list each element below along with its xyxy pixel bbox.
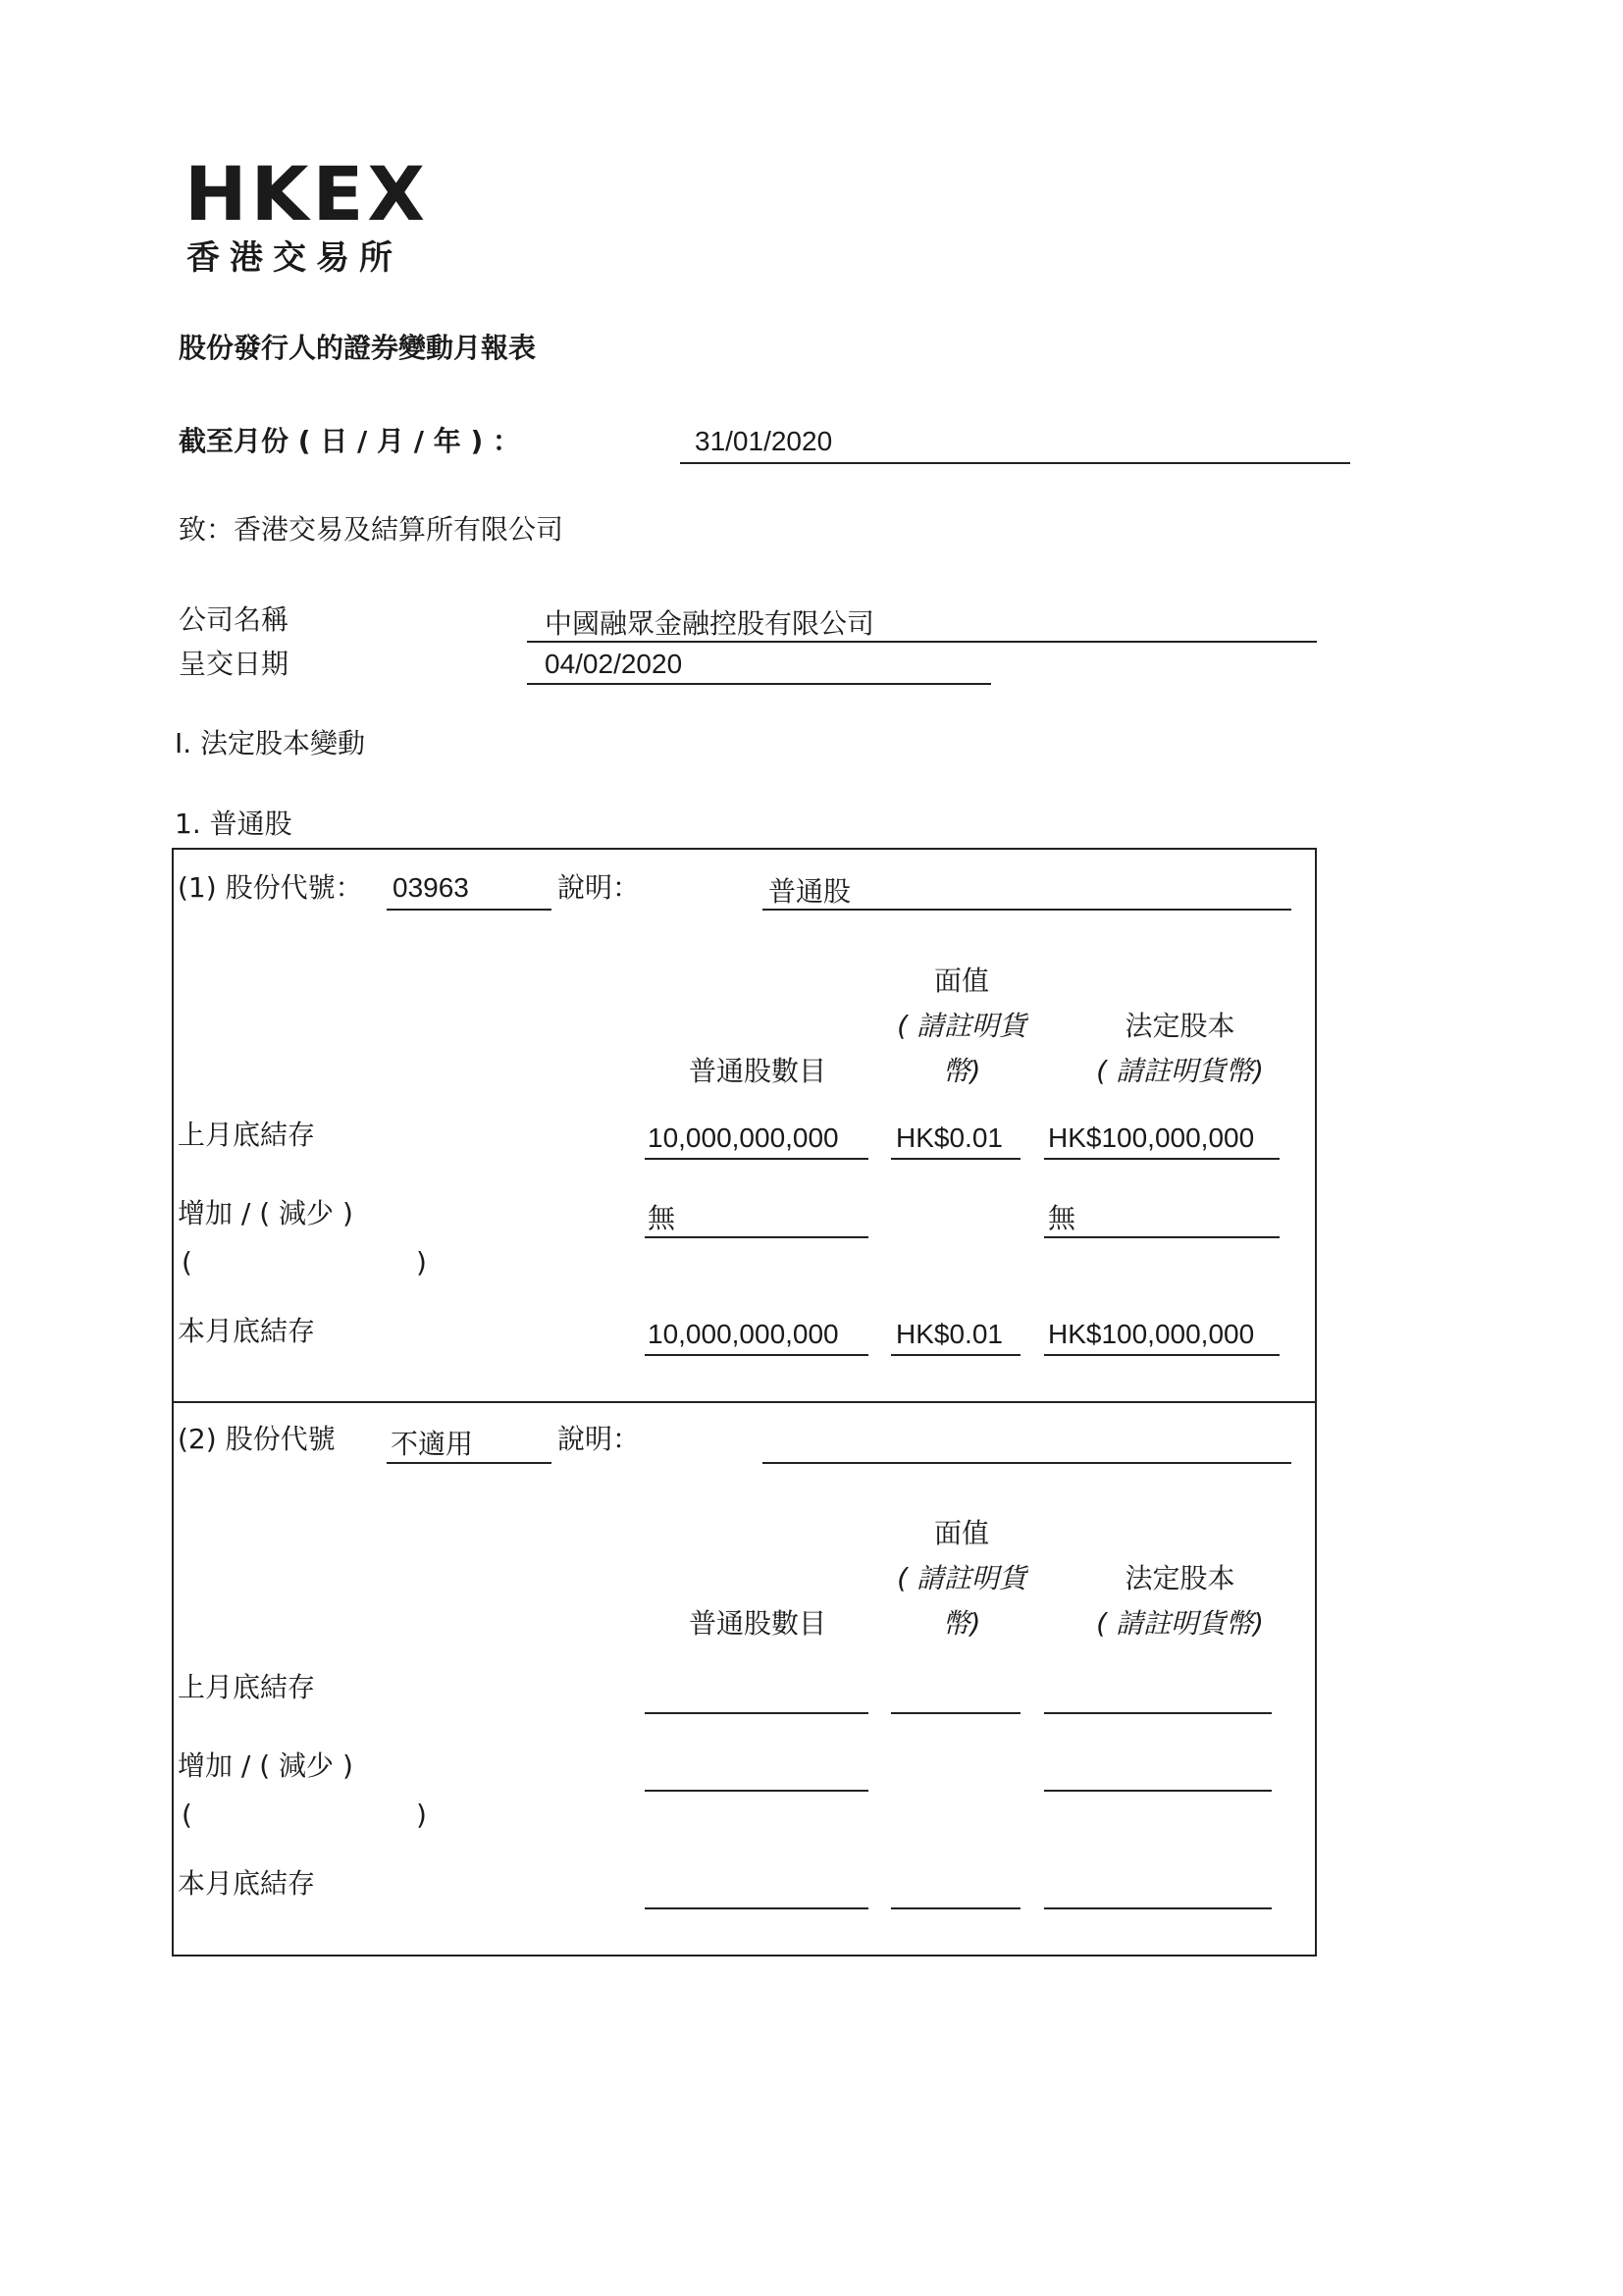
hkex-logo: HKEX — [184, 150, 430, 237]
class1-curr-label: 本月底結存 — [178, 1315, 316, 1347]
class2-prev-label: 上月底結存 — [178, 1671, 316, 1703]
company-name-value: 中國融眾金融控股有限公司 — [545, 607, 875, 640]
class1-header-par-3: 幣) — [942, 1055, 981, 1087]
class2-desc-label: 說明： — [557, 1423, 641, 1455]
to-line: 致：香港交易及結算所有限公司 — [179, 513, 564, 546]
class2-code-value: 不適用 — [391, 1428, 474, 1460]
class1-change-paren-close: ) — [416, 1246, 427, 1278]
class2-header-par-3: 幣) — [942, 1607, 981, 1640]
class1-curr-par-line — [891, 1354, 1021, 1356]
class2-change-auth-line — [1044, 1790, 1272, 1792]
class1-curr-count-line — [645, 1354, 868, 1356]
class2-desc-underline — [762, 1462, 1291, 1464]
class1-code-value: 03963 — [393, 872, 469, 903]
period-value: 31/01/2020 — [695, 426, 833, 456]
class2-header-count: 普通股數目 — [688, 1607, 826, 1640]
class1-prev-label: 上月底結存 — [178, 1119, 316, 1151]
class2-change-label: 增加 / ( 減少 ) — [178, 1749, 353, 1782]
class1-change-label: 增加 / ( 減少 ) — [178, 1197, 353, 1229]
class1-code-underline — [387, 909, 551, 911]
class1-prev-par: HK$0.01 — [896, 1122, 1003, 1153]
class1-prev-auth-line — [1044, 1158, 1280, 1160]
table-divider — [172, 1401, 1315, 1403]
class1-header-par-1: 面值 — [933, 965, 989, 997]
class1-desc-underline — [762, 909, 1291, 911]
class1-curr-auth: HK$100,000,000 — [1048, 1319, 1255, 1349]
class1-prev-count: 10,000,000,000 — [648, 1122, 839, 1153]
class1-header-auth-2: ( 請註明貨幣) — [1096, 1055, 1264, 1087]
class1-code-label: (1) 股份代號： — [178, 871, 363, 904]
submit-date-value: 04/02/2020 — [545, 649, 683, 679]
class2-change-count-line — [645, 1790, 868, 1792]
class2-prev-par-line — [891, 1712, 1021, 1714]
company-name-underline — [527, 641, 1317, 643]
class2-change-paren-close: ) — [416, 1799, 427, 1831]
period-underline — [680, 462, 1350, 464]
class1-header-auth-1: 法定股本 — [1125, 1010, 1235, 1042]
class1-change-count: 無 — [648, 1202, 676, 1234]
class1-change-paren-open: ( — [182, 1246, 192, 1278]
class2-code-underline — [387, 1462, 551, 1464]
class1-change-auth-line — [1044, 1236, 1280, 1238]
class2-header-auth-1: 法定股本 — [1125, 1562, 1235, 1594]
class2-curr-par-line — [891, 1907, 1021, 1909]
class1-prev-par-line — [891, 1158, 1021, 1160]
class2-header-auth-2: ( 請註明貨幣) — [1096, 1607, 1264, 1640]
class2-prev-count-line — [645, 1712, 868, 1714]
class1-desc-label: 說明： — [557, 871, 641, 904]
form-title: 股份發行人的證券變動月報表 — [179, 332, 537, 364]
class1-curr-auth-line — [1044, 1354, 1280, 1356]
class1-change-auth: 無 — [1048, 1202, 1076, 1234]
submit-date-label: 呈交日期 — [179, 648, 289, 680]
hkex-logo-chinese: 香港交易所 — [186, 238, 402, 278]
class1-change-count-line — [645, 1236, 868, 1238]
period-label: 截至月份 ( 日 / 月 / 年 ) ： — [179, 425, 521, 457]
company-name-label: 公司名稱 — [179, 603, 289, 636]
class2-change-paren-open: ( — [182, 1799, 192, 1831]
class1-curr-par: HK$0.01 — [896, 1319, 1003, 1349]
class1-desc-value: 普通股 — [768, 875, 852, 908]
class1-curr-count: 10,000,000,000 — [648, 1319, 839, 1349]
submit-date-underline — [527, 683, 991, 685]
class2-curr-label: 本月底結存 — [178, 1867, 316, 1900]
class2-header-par-1: 面值 — [933, 1517, 989, 1549]
class1-prev-auth: HK$100,000,000 — [1048, 1122, 1255, 1153]
class2-prev-auth-line — [1044, 1712, 1272, 1714]
section-title: I. 法定股本變動 — [175, 727, 366, 759]
subsection-title: 1. 普通股 — [175, 808, 292, 840]
class2-curr-auth-line — [1044, 1907, 1272, 1909]
class1-header-count: 普通股數目 — [688, 1055, 826, 1087]
class1-header-par-2: ( 請註明貨 — [897, 1010, 1026, 1042]
class2-code-label: (2) 股份代號 — [178, 1423, 336, 1455]
class2-header-par-2: ( 請註明貨 — [897, 1562, 1026, 1594]
class2-curr-count-line — [645, 1907, 868, 1909]
class1-prev-count-line — [645, 1158, 868, 1160]
